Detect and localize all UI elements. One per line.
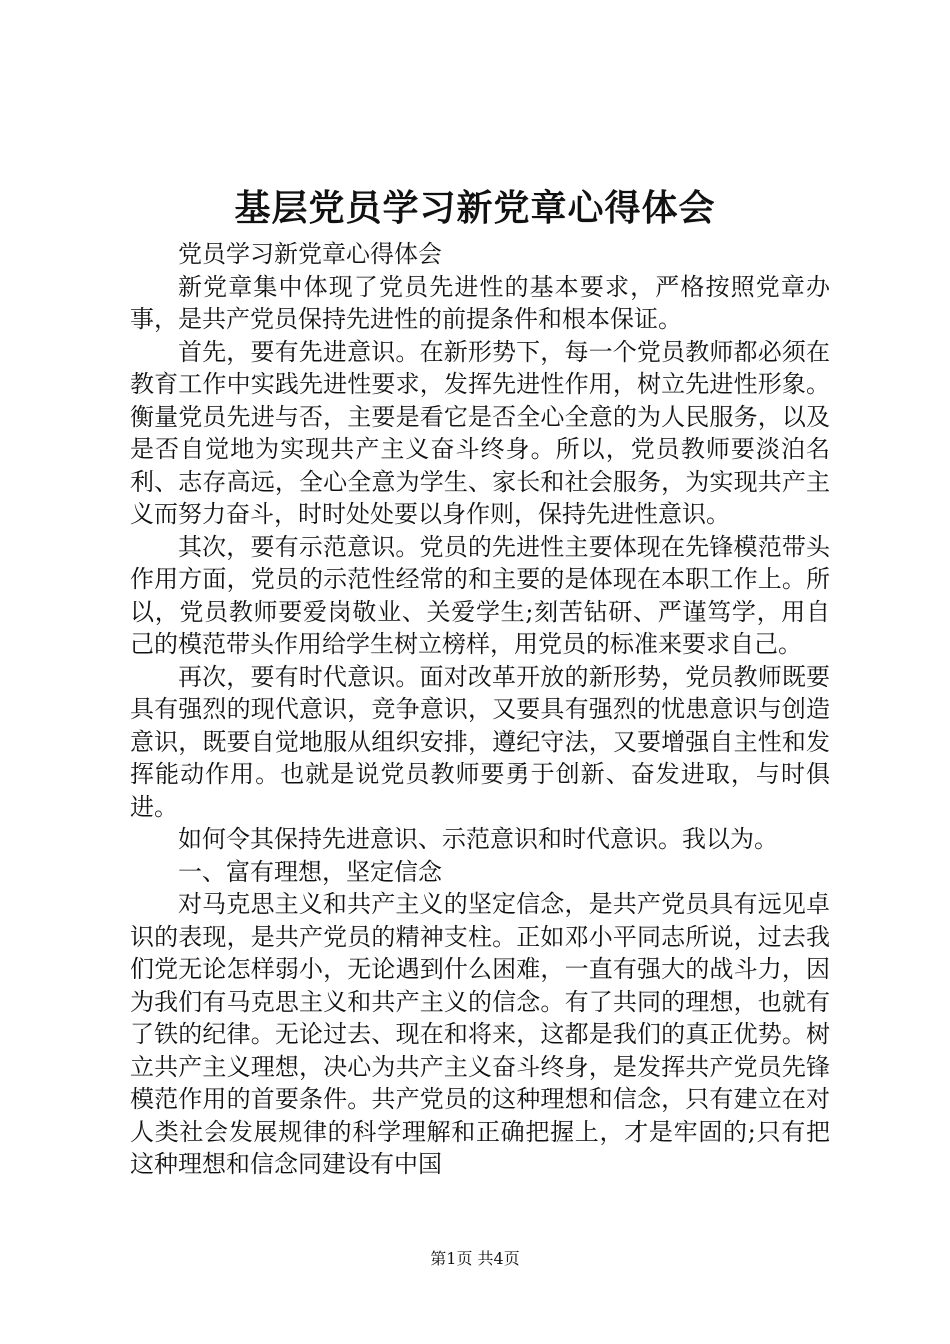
paragraph-section-one: 对马克思主义和共产主义的坚定信念，是共产党员具有远见卓识的表现，是共产党员的精神支柱。正如邓小平同志所说，过去我们党无论怎样弱小，无论遇到什么困难，一直有强大的战斗力，因为我们有马克思主义和共产主义的信念。有了共同的理想，也就有了铁的纪律。无论过去、现在和将来，这都是我们的真正优势。树立共产主义理想，决心为共产主义奋斗终身，是发挥共产党员先锋模范作用的首要条件。共产党员的这种理想和信念，只有建立在对人类社会发展规律的科学理解和正确把握上，才是牢固的;只有把这种理想和信念同建设有中国 (130, 890, 830, 1178)
paragraph-question: 如何令其保持先进意识、示范意识和时代意识。我以为。 (178, 825, 778, 853)
paragraph-first: 首先，要有先进意识。在新形势下，每一个党员教师都必须在教育工作中实践先进性要求，发挥先进性作用，树立先进性形象。衡量党员先进与否，主要是看它是否全心全意的为人民服务，以及是否自觉地为实现共产主义奋斗终身。所以，党员教师要淡泊名利、志存高远，全心全意为学生、家长和社会服务，为实现共产主义而努力奋斗，时时处处要以身作则，保持先进性意识。 (130, 337, 830, 528)
paragraph-second: 其次，要有示范意识。党员的先进性主要体现在先锋模范带头作用方面，党员的示范性经常的和主要的是体现在本职工作上。所以，党员教师要爱岗敬业、关爱学生;刻苦钻研、严谨笃学，用自己的模范带头作用给学生树立榜样，用党员的标准来要求自己。 (130, 532, 830, 658)
paragraph-third: 再次，要有时代意识。面对改革开放的新形势，党员教师既要具有强烈的现代意识，竞争意识，又要具有强烈的忧患意识与创造意识，既要自觉地服从组织安排，遵纪守法，又要增强自主性和发挥能动作用。也就是说党员教师要勇于创新、奋发进取，与时俱进。 (130, 662, 830, 821)
paragraph-intro: 新党章集中体现了党员先进性的基本要求，严格按照党章办事，是共产党员保持先进性的前提条件和根本保证。 (130, 272, 830, 333)
section-heading: 一、富有理想，坚定信念 (178, 857, 442, 886)
page-number: 第1页 共4页 (430, 1249, 520, 1268)
document-body (130, 238, 830, 1181)
document-title: 基层党员学习新党章心得体会 (234, 187, 716, 229)
paragraph-subtitle: 党员学习新党章心得体会 (178, 240, 442, 268)
